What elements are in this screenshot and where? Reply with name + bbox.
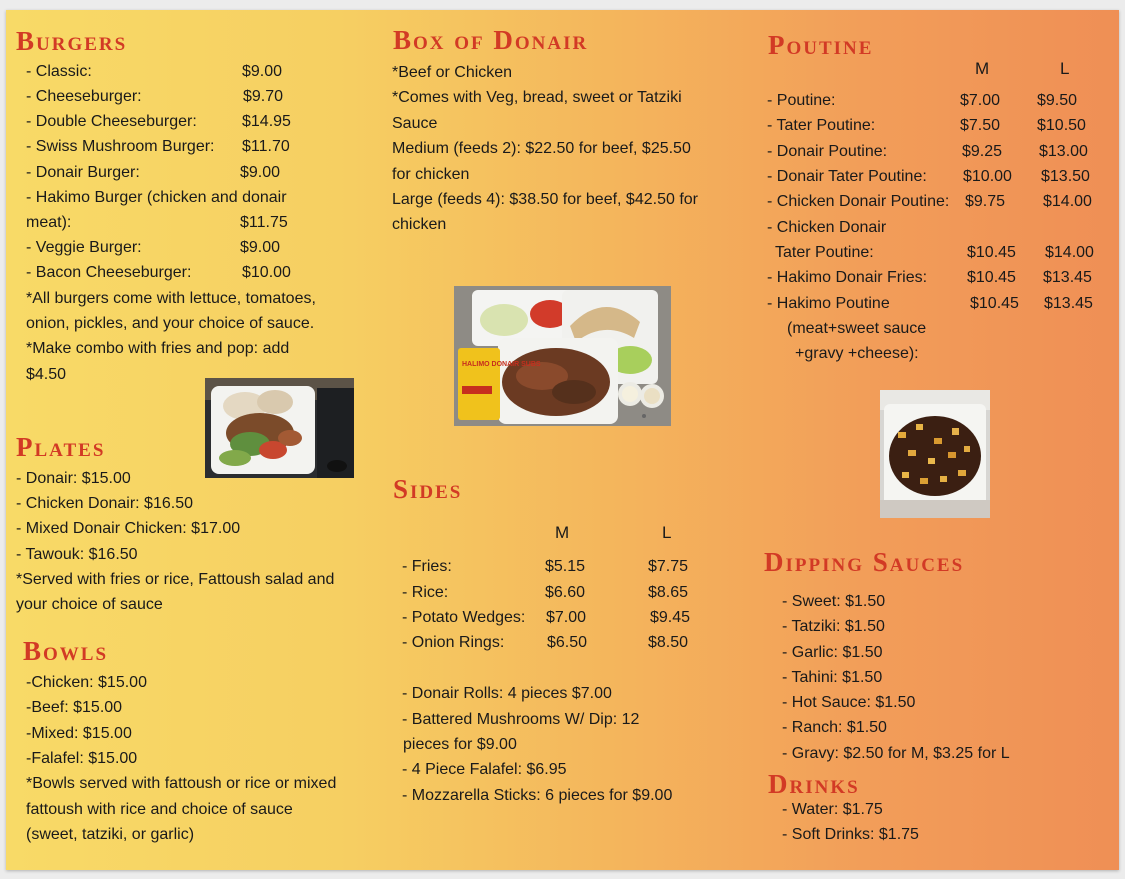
side-m: $6.50 bbox=[547, 634, 588, 651]
burger-price: $9.00 bbox=[242, 63, 283, 80]
sides-col-m: M bbox=[555, 523, 570, 542]
poutine-image bbox=[880, 390, 990, 518]
side-name: - Fries: bbox=[402, 558, 452, 575]
burger-name: - Veggie Burger: bbox=[26, 239, 142, 256]
burger-price: $10.00 bbox=[242, 264, 291, 281]
burger-name: - Cheeseburger: bbox=[26, 88, 142, 105]
drink-line: - Water: $1.75 bbox=[782, 801, 883, 818]
bowls-line: -Falafel: $15.00 bbox=[26, 750, 138, 767]
box-line: *Beef or Chicken bbox=[392, 64, 513, 81]
poutine-name: - Donair Poutine: bbox=[767, 143, 888, 160]
burgers-heading: Burgers bbox=[16, 26, 128, 56]
poutine-m: $7.00 bbox=[960, 92, 1001, 109]
burger-price: $9.70 bbox=[243, 88, 284, 105]
poutine-note: (meat+sweet sauce bbox=[787, 320, 927, 337]
burger-price: $11.75 bbox=[240, 214, 288, 231]
burger-name: - Double Cheeseburger: bbox=[26, 113, 197, 130]
poutine-col-l: L bbox=[1060, 59, 1070, 78]
burger-bowl-image bbox=[205, 378, 354, 478]
burger-price: $11.70 bbox=[242, 138, 290, 155]
box-label-text: HALIMO DONAIR SUBS bbox=[462, 361, 541, 368]
sides-col-l: L bbox=[662, 523, 672, 542]
burger-name: - Classic: bbox=[26, 63, 92, 80]
box-line: Medium (feeds 2): $22.50 for beef, $25.50 bbox=[392, 140, 691, 157]
drink-line: - Soft Drinks: $1.75 bbox=[782, 826, 919, 843]
bowls-line: -Beef: $15.00 bbox=[26, 699, 123, 716]
side-l: $9.45 bbox=[650, 609, 691, 626]
burger-bowl-photo bbox=[205, 378, 354, 478]
plates-heading: Plates bbox=[16, 432, 106, 462]
poutine-name: - Chicken Donair Poutine: bbox=[767, 193, 950, 210]
poutine-name: - Chicken Donair bbox=[767, 219, 887, 236]
box-line: Large (feeds 4): $38.50 for beef, $42.50 for bbox=[392, 191, 698, 208]
burgers-note: $4.50 bbox=[26, 366, 67, 383]
side-name: - Onion Rings: bbox=[402, 634, 505, 651]
box-line: *Comes with Veg, bread, sweet or Tatziki bbox=[392, 89, 682, 106]
poutine-l: $13.50 bbox=[1041, 168, 1090, 185]
poutine-m: $7.50 bbox=[960, 117, 1001, 134]
burger-price: $9.00 bbox=[240, 239, 281, 256]
poutine-l: $10.50 bbox=[1037, 117, 1086, 134]
sauce-line: - Sweet: $1.50 bbox=[782, 593, 886, 610]
poutine-m: $10.00 bbox=[963, 168, 1012, 185]
plates-line: - Chicken Donair: $16.50 bbox=[16, 495, 193, 512]
box-line: chicken bbox=[392, 216, 447, 233]
poutine-m: $10.45 bbox=[967, 269, 1016, 286]
poutine-l: $13.45 bbox=[1043, 269, 1092, 286]
burger-name: - Hakimo Burger (chicken and donair bbox=[26, 189, 287, 206]
burger-price: $14.95 bbox=[242, 113, 291, 130]
sauce-line: - Ranch: $1.50 bbox=[782, 719, 887, 736]
plates-line: - Donair: $15.00 bbox=[16, 470, 131, 487]
side-extra: - 4 Piece Falafel: $6.95 bbox=[402, 761, 567, 778]
plates-line: your choice of sauce bbox=[16, 596, 163, 613]
box-of-donair-image bbox=[454, 286, 671, 426]
side-name: - Rice: bbox=[402, 584, 449, 601]
poutine-l: $13.45 bbox=[1044, 295, 1093, 312]
poutine-m: $10.45 bbox=[970, 295, 1019, 312]
plates-line: *Served with fries or rice, Fattoush salad and bbox=[16, 571, 335, 588]
side-m: $5.15 bbox=[545, 558, 586, 575]
poutine-heading: Poutine bbox=[768, 30, 874, 60]
burger-name: - Donair Burger: bbox=[26, 164, 140, 181]
bowls-line: fattoush with rice and choice of sauce bbox=[26, 801, 293, 818]
poutine-name: - Tater Poutine: bbox=[767, 117, 876, 134]
sauce-line: - Garlic: $1.50 bbox=[782, 644, 883, 661]
plates-line: - Tawouk: $16.50 bbox=[16, 546, 138, 563]
bowls-heading: Bowls bbox=[23, 636, 109, 666]
bowls-line: (sweet, tatziki, or garlic) bbox=[26, 826, 195, 843]
burgers-note: *Make combo with fries and pop: add bbox=[26, 340, 290, 357]
burger-name: - Bacon Cheeseburger: bbox=[26, 264, 192, 281]
side-extra: - Donair Rolls: 4 pieces $7.00 bbox=[402, 685, 612, 702]
side-extra: - Battered Mushrooms W/ Dip: 12 bbox=[402, 711, 640, 728]
poutine-name: - Hakimo Donair Fries: bbox=[767, 269, 928, 286]
poutine-m: $9.25 bbox=[962, 143, 1003, 160]
side-extra: pieces for $9.00 bbox=[403, 736, 517, 753]
box-of-donair-heading: Box of Donair bbox=[393, 25, 589, 55]
poutine-l: $14.00 bbox=[1043, 193, 1092, 210]
side-l: $8.65 bbox=[648, 584, 689, 601]
sauce-line: - Gravy: $2.50 for M, $3.25 for L bbox=[782, 745, 1010, 762]
poutine-l: $14.00 bbox=[1045, 244, 1094, 261]
box-line: Sauce bbox=[392, 115, 438, 132]
poutine-note: +gravy +cheese): bbox=[795, 345, 919, 362]
bowls-line: *Bowls served with fattoush or rice or mixed bbox=[26, 775, 337, 792]
drinks-heading: Drinks bbox=[768, 769, 860, 799]
bowls-line: -Mixed: $15.00 bbox=[26, 725, 132, 742]
dipping-sauces-heading: Dipping Sauces bbox=[764, 547, 965, 577]
sauce-line: - Tatziki: $1.50 bbox=[782, 618, 885, 635]
side-m: $6.60 bbox=[545, 584, 586, 601]
burger-price: $9.00 bbox=[240, 164, 281, 181]
poutine-name: - Hakimo Poutine bbox=[767, 295, 890, 312]
bowls-line: -Chicken: $15.00 bbox=[26, 674, 147, 691]
sauce-line: - Hot Sauce: $1.50 bbox=[782, 694, 916, 711]
burger-name: - Swiss Mushroom Burger: bbox=[26, 138, 215, 155]
plates-line: - Mixed Donair Chicken: $17.00 bbox=[16, 520, 241, 537]
burgers-note: *All burgers come with lettuce, tomatoes, bbox=[26, 290, 316, 307]
poutine-l: $9.50 bbox=[1037, 92, 1078, 109]
box-of-donair-photo bbox=[454, 286, 671, 426]
side-m: $7.00 bbox=[546, 609, 587, 626]
poutine-col-m: M bbox=[975, 59, 990, 78]
poutine-name: Tater Poutine: bbox=[775, 244, 874, 261]
poutine-m: $9.75 bbox=[965, 193, 1006, 210]
side-l: $8.50 bbox=[648, 634, 689, 651]
sauce-line: - Tahini: $1.50 bbox=[782, 669, 883, 686]
side-name: - Potato Wedges: bbox=[402, 609, 526, 626]
box-line: for chicken bbox=[392, 166, 470, 183]
menu-page bbox=[6, 10, 1119, 870]
poutine-name: - Poutine: bbox=[767, 92, 836, 109]
poutine-name: - Donair Tater Poutine: bbox=[767, 168, 927, 185]
sides-heading: Sides bbox=[393, 474, 463, 504]
burgers-note: onion, pickles, and your choice of sauce. bbox=[26, 315, 315, 332]
side-extra: - Mozzarella Sticks: 6 pieces for $9.00 bbox=[402, 787, 673, 804]
poutine-l: $13.00 bbox=[1039, 143, 1088, 160]
burger-name: meat): bbox=[26, 214, 72, 231]
poutine-m: $10.45 bbox=[967, 244, 1016, 261]
poutine-photo bbox=[880, 390, 990, 518]
side-l: $7.75 bbox=[648, 558, 689, 575]
